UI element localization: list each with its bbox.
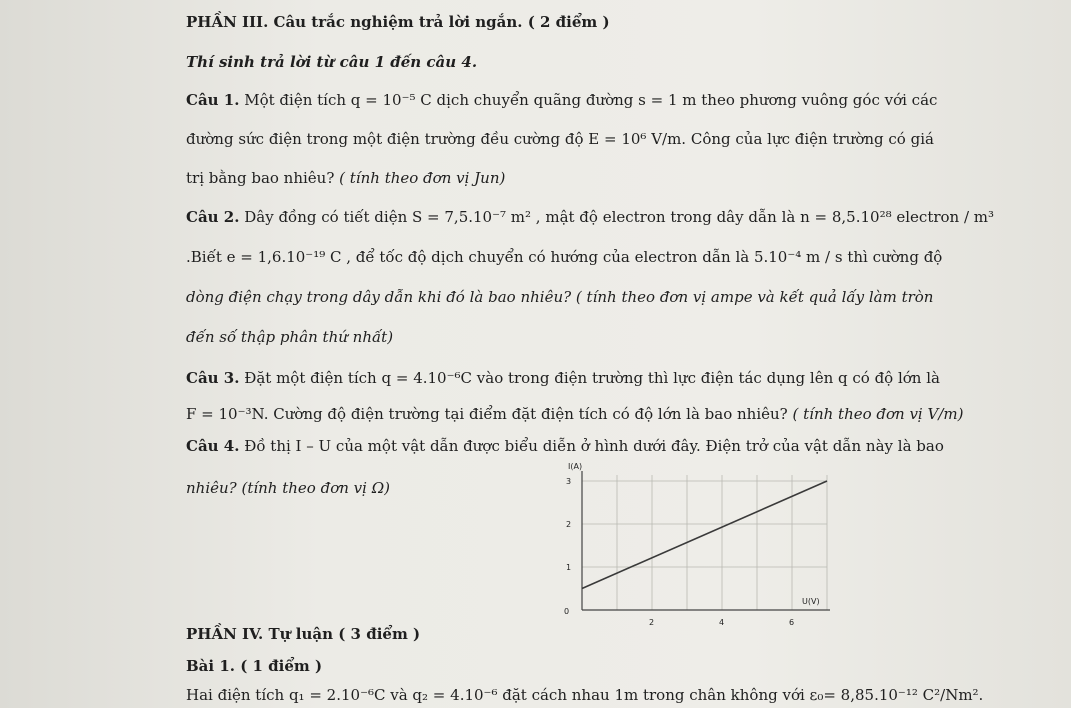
q3-unit-hint: ( tính theo đơn vị V/m) (792, 405, 964, 423)
x-tick-label: 4 (719, 618, 725, 627)
q1-line2: đường sức điện trong một điện trường đều cường độ E = 10⁶ V/m. Công của lực điện trường có giá (186, 130, 934, 148)
axes (582, 471, 830, 610)
q2-line3: dòng điện chạy trong dây dẫn khi đó là bao nhiêu? ( tính theo đơn vị ampe và kết quả lấy làm tròn (186, 288, 934, 306)
x-tick-label: 6 (789, 618, 795, 627)
y-tick-label: 2 (566, 520, 572, 529)
q2-line1 (186, 207, 994, 227)
origin-label: 0 (564, 607, 570, 616)
iu-graph-svg (500, 462, 830, 632)
q4-text-1: Đồ thị I – U của một vật dẫn được biểu diễn ở hình dưới đây. Điện trở của vật dẫn này là bao (244, 437, 944, 455)
y-tick-label: 3 (566, 477, 572, 486)
series-line (582, 481, 827, 589)
iu-graph (500, 462, 830, 632)
q3-text-2a: F = 10⁻³N. Cường độ điện trường tại điểm đặt điện tích có độ lớn là bao nhiêu? (186, 405, 793, 423)
x-axis-label: U(V) (802, 597, 820, 606)
q2-line4: đến số thập phân thứ nhất) (186, 328, 394, 346)
q3-line2 (186, 404, 963, 424)
q3-label: Câu 3. (186, 369, 240, 387)
q3-line1 (186, 368, 940, 388)
q1-unit-hint: ( tính theo đơn vị Jun) (339, 169, 506, 187)
q1-line1 (186, 90, 937, 110)
q1-text-3a: trị bằng bao nhiêu? (186, 169, 340, 187)
x-tick-labels (649, 618, 794, 627)
part4-title: PHẦN IV. Tự luận ( 3 điểm ) (186, 625, 421, 643)
q1-text-1: Một điện tích q = 10⁻⁵ C dịch chuyển quãng đường s = 1 m theo phương vuông góc với các (244, 91, 938, 109)
q1-label: Câu 1. (186, 91, 240, 109)
q4-line1 (186, 436, 944, 456)
part3-title: PHẦN III. Câu trắc nghiệm trả lời ngắn. ( 2 điểm ) (186, 13, 610, 31)
q4-label: Câu 4. (186, 437, 240, 455)
y-axis-label: I(A) (568, 462, 583, 471)
x-tick-label: 2 (649, 618, 655, 627)
y-tick-labels (566, 477, 571, 572)
q4-line2: nhiêu? (tính theo đơn vị Ω) (186, 479, 390, 497)
bai1-text: Hai điện tích q₁ = 2.10⁻⁶C và q₂ = 4.10⁻⁶ đặt cách nhau 1m trong chân không với ε₀= 8,85.10⁻¹² C²/Nm². (186, 686, 984, 704)
bai1-label: Bài 1. ( 1 điểm ) (186, 657, 323, 675)
q3-text-1: Đặt một điện tích q = 4.10⁻⁶C vào trong điện trường thì lực điện tác dụng lên q có độ lớn là (244, 369, 940, 387)
q2-text-1: Dây đồng có tiết diện S = 7,5.10⁻⁷ m² , mật độ electron trong dây dẫn là n = 8,5.10²⁸ electron / m³ (244, 208, 995, 226)
q1-line3 (186, 168, 505, 188)
part3-instruction: Thí sinh trả lời từ câu 1 đến câu 4. (186, 53, 478, 71)
q2-label: Câu 2. (186, 208, 240, 226)
q2-line2: .Biết e = 1,6.10⁻¹⁹ C , để tốc độ dịch chuyển có hướng của electron dẫn là 5.10⁻⁴ m / s thì cường độ (186, 248, 943, 266)
y-tick-label: 1 (566, 563, 572, 572)
grid-lines (582, 475, 827, 610)
